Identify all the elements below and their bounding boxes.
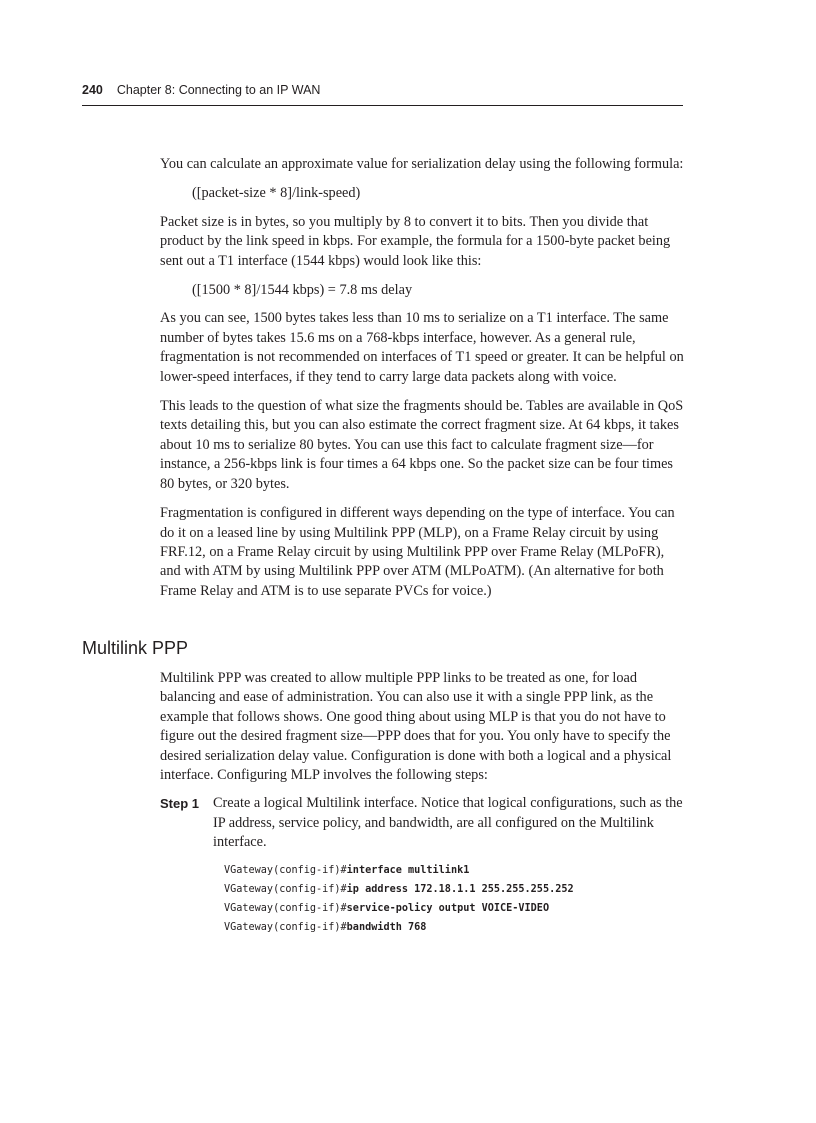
paragraph: Multilink PPP was created to allow multiple PPP links to be treated as one, for load balancing and ease of administration. You can also use it with a single PPP link, as the example that follows shows. One good thing about using MLP is that you do not have to figure out the desired fragment size—PPP does that for you. You only have to specify the desired serialization delay value. Configuration is done with both a logical and a physical interface. Configuring MLP involves the following steps: — [160, 670, 672, 784]
code-prompt: VGateway(config-if)# — [224, 864, 347, 876]
code-line — [224, 880, 685, 899]
paragraph: Packet size is in bytes, so you multiply by 8 to convert it to bits. Then you divide that product by the link speed in kbps. For example, the formula for a 1500-byte packet being sent out a T1 interface (1544 kbps) would look like this: — [160, 213, 671, 269]
intro-body — [160, 155, 685, 611]
code-line — [224, 861, 685, 880]
code-prompt: VGateway(config-if)# — [224, 903, 347, 915]
code-command: ip address 172.18.1.1 255.255.255.252 — [346, 883, 574, 895]
paragraph: As you can see, 1500 bytes takes less than 10 ms to serialize on a T1 interface. The same number of bytes takes 15.6 ms on a 768-kbps interface, however. As a general rule, fragmentation is not recommended on interfaces of T1 speed or greater. It can be helpful on lower-speed interfaces, if they tend to carry large data packets along with voice. — [160, 310, 684, 385]
paragraph: This leads to the question of what size the fragments should be. Tables are available in QoS texts detailing this, but you can also estimate the correct fragment size. At 64 kbps, it takes about 10 ms to serialize 80 bytes. You can use this fact to calculate fragment size—for instance, a 256-kbps link is four times a 64 kbps one. So the packet size can be four times 80 bytes, or 320 bytes. — [160, 398, 684, 492]
page-number: 240 — [82, 83, 103, 97]
code-prompt: VGateway(config-if)# — [224, 883, 347, 895]
chapter-title: Chapter 8: Connecting to an IP WAN — [116, 83, 321, 97]
section-body — [160, 669, 685, 937]
formula: ([1500 * 8]/1544 kbps) = 7.8 ms delay — [192, 282, 413, 299]
code-command: bandwidth 768 — [346, 922, 427, 934]
paragraph: You can calculate an approximate value for serialization delay using the following formula: — [160, 156, 684, 172]
formula: ([packet-size * 8]/link-speed) — [192, 185, 361, 202]
code-line — [224, 918, 685, 937]
step-label: Step 1 — [160, 796, 200, 812]
step-1 — [160, 794, 685, 937]
code-command: interface multilink1 — [346, 864, 470, 876]
section-heading: Multilink PPP — [82, 638, 189, 658]
code-line — [224, 899, 685, 918]
step-text: Create a logical Multilink interface. Notice that logical configurations, such as the IP address, service policy, and bandwidth, are all configured on the Multilink interface. — [213, 795, 683, 851]
running-header — [82, 83, 683, 106]
code-prompt: VGateway(config-if)# — [224, 922, 347, 934]
code-block — [224, 861, 685, 938]
paragraph: Fragmentation is configured in different ways depending on the type of interface. You can do it on a leased line by using Multilink PPP (MLP), on a Frame Relay circuit by using FRF.12, on a Frame Relay circuit by using Multilink PPP over Frame Relay (MLPoFR), and with ATM by using Multilink PPP over ATM (MLPoATM). (An alternative for both Frame Relay and ATM is to use separate PVCs for voice.) — [160, 505, 675, 599]
code-command: service-policy output VOICE-VIDEO — [346, 903, 550, 915]
